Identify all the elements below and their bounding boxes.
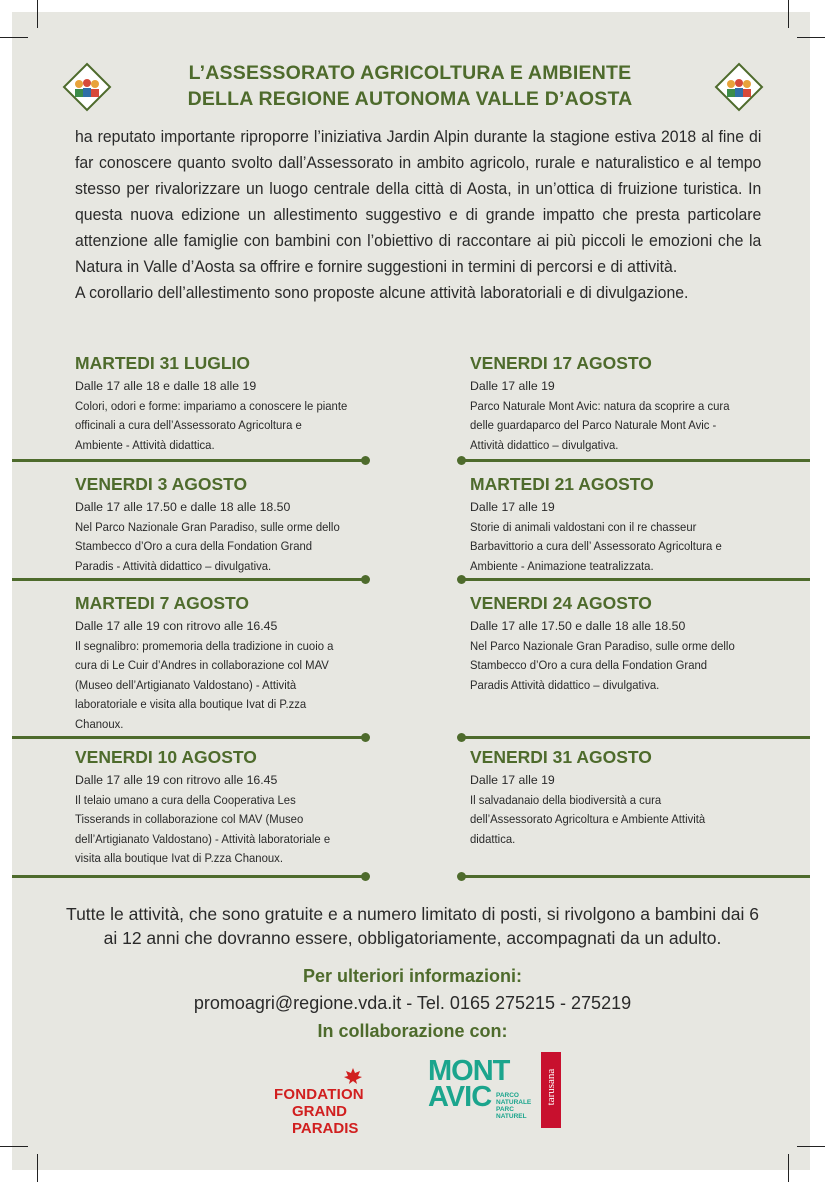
divider [461,736,810,739]
event-description: Parco Naturale Mont Avic: natura da scoprire a cura delle guardaparco del Parco Naturale Mont Avic - Attività didattico – divulgativa. [470,398,730,452]
event-item [470,746,770,849]
maple-leaf-icon [344,1068,362,1084]
divider-dot [361,456,370,465]
event-title: MARTEDI 7 AGOSTO [75,593,250,613]
event-title: MARTEDI 21 AGOSTO [470,474,654,494]
event-time: Dalle 17 alle 19 con ritrovo alle 16.45 [75,773,278,787]
collaboration-heading: In collaborazione con: [317,1021,508,1041]
divider-dot [457,872,466,881]
mont-avic-logo-text: MONT AVIC [428,1055,510,1113]
event-title: VENERDI 10 AGOSTO [75,747,257,767]
event-item [75,746,375,869]
event-description: Il segnalibro: promemoria della tradizione in cuoio a cura di Le Cuir d’Andres in collaborazione col MAV (Museo dell’Artigianato Valdostano) - Attività laboratoriale e visita alla boutique Ivat di P.zza Chanoux. [75,638,334,731]
intro-text [75,124,761,306]
event-time: Dalle 17 alle 19 [470,500,555,514]
event-title: VENERDI 3 AGOSTO [75,474,248,494]
fondation-grand-paradis-logo [270,1066,415,1137]
event-description: Il telaio umano a cura della Cooperativa Les Tisserands in collaborazione col MAV (Museo dell’Artigianato Valdostano) - Attività laboratoriale e visita alla boutique Ivat di P.zza Chanoux. [75,792,331,865]
event-time: Dalle 17 alle 19 [470,379,555,393]
fgp-logo-line: GRAND PARADIS [292,1103,359,1137]
event-time: Dalle 17 alle 17.50 e dalle 18 alle 18.50 [470,619,686,633]
event-title: VENERDI 31 AGOSTO [470,747,652,767]
crop-mark [797,37,825,38]
crop-mark [37,0,38,28]
event-title: VENERDI 24 AGOSTO [470,593,652,613]
event-item [470,352,770,455]
divider [461,459,810,462]
event-description: Nel Parco Nazionale Gran Paradiso, sulle orme dello Stambecco d’Oro a cura della Fondation Grand Paradis Attività didattico – divulgativa. [470,638,735,692]
page-title [110,60,710,112]
event-time: Dalle 17 alle 19 con ritrovo alle 16.45 [75,619,278,633]
event-title: MARTEDI 31 LUGLIO [75,353,251,373]
event-time: Dalle 17 alle 19 [470,773,555,787]
crop-mark [0,37,28,38]
event-item [75,352,375,455]
title-line-1: L’ASSESSORATO AGRICOLTURA E AMBIENTE [188,62,632,84]
event-item [75,592,375,734]
intro-paragraph: A corollario dell’allestimento sono proposte alcune attività laboratoriali e di divulgazione. [75,283,689,302]
event-title: VENERDI 17 AGOSTO [470,353,652,373]
children-badge-icon [714,62,764,112]
event-item [75,473,375,576]
crop-mark [788,0,789,28]
tarusana-logo [541,1052,561,1128]
event-item [470,592,770,695]
divider-dot [361,733,370,742]
event-description: Storie di animali valdostani con il re chasseur Barbavittorio a cura dell’ Assessorato Agricoltura e Ambiente - Animazione teatralizzata. [470,519,722,573]
mont-avic-logo [428,1055,532,1130]
tarusana-logo-text: tarusana [545,1068,557,1106]
event-time: Dalle 17 alle 17.50 e dalle 18 alle 18.50 [75,500,291,514]
mont-avic-logo-subtitle: PARCO NATURALE PARC NATUREL [496,1092,532,1120]
divider [12,578,366,581]
title-line-2: DELLA REGIONE AUTONOMA VALLE D’AOSTA [187,88,633,110]
divider [12,459,366,462]
divider [461,578,810,581]
contact-info: promoagri@regione.vda.it - Tel. 0165 275215 - 275219 [193,993,632,1013]
crop-mark [37,1154,38,1182]
divider [12,875,366,878]
crop-mark [788,1154,789,1182]
event-description: Nel Parco Nazionale Gran Paradiso, sulle orme dello Stambecco d’Oro a cura della Fondation Grand Paradis - Attività didattico – divulgativa. [75,519,340,573]
event-description: Il salvadanaio della biodiversità a cura dell’Assessorato Agricoltura e Ambiente Attività didattica. [470,792,706,846]
crop-mark [0,1146,28,1147]
divider-dot [457,575,466,584]
event-item [470,473,770,576]
divider-dot [457,733,466,742]
divider [12,736,366,739]
divider-dot [361,872,370,881]
children-badge-icon [62,62,112,112]
divider [461,875,810,878]
divider-dot [361,575,370,584]
divider-dot [457,456,466,465]
crop-mark [797,1146,825,1147]
fgp-logo-line: FONDATION [274,1086,364,1103]
event-time: Dalle 17 alle 18 e dalle 18 alle 19 [75,379,257,393]
participation-note: Tutte le attività, che sono gratuite e a numero limitato di posti, si rivolgono a bambini dai 6 ai 12 anni che dovranno essere, obbligatoriamente, accompagnati da un adulto. [66,904,759,948]
info-heading: Per ulteriori informazioni: [302,966,523,986]
event-description: Colori, odori e forme: impariamo a conoscere le piante officinali a cura dell’Assessorato Agricoltura e Ambiente - Attività didattica. [75,398,348,452]
intro-paragraph: ha reputato importante riproporre l’iniziativa Jardin Alpin durante la stagione estiva 2018 al fine di far conoscere quanto svolto dall’Assessorato in ambito agricolo, rurale e naturalistico e al tempo stesso per rivalorizzare un luogo centrale della città di Aosta, in un’ottica di fruizione turistica. In questa nuova edizione un allestimento suggestivo e di grande impatto che presta particolare attenzione alle famiglie con bambini con l’obiettivo di raccontare ai più piccoli le emozioni che la Natura in Valle d’Aosta sa offrire e fornire suggestioni in termini di percorsi e di attività. [75,127,762,276]
